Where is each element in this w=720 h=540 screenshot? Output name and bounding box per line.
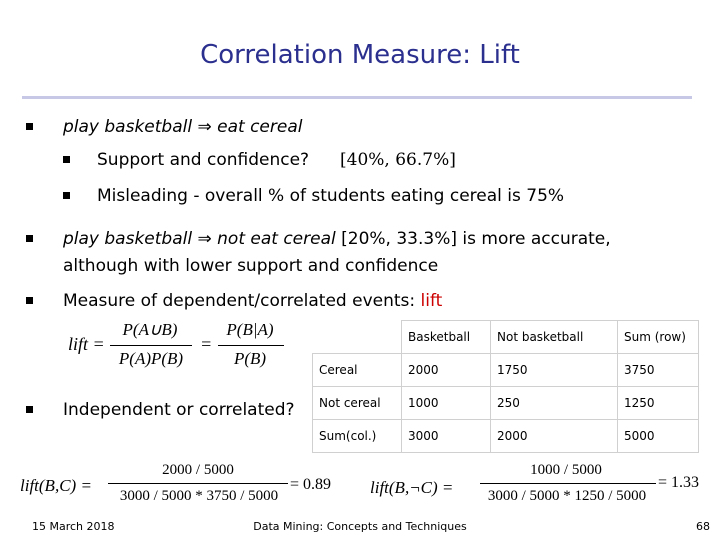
lift-bc-result: = 0.89 <box>290 476 332 493</box>
lift-formula-num1: P(A∪B) <box>122 320 178 339</box>
sub-bullet-marker <box>63 156 70 163</box>
not-eat-cereal-rule: play basketball ⇒ not eat cereal <box>63 229 336 249</box>
lift-bc-lhs: lift(B,C) = <box>20 476 92 495</box>
contingency-table <box>312 320 699 453</box>
lift-bc-den: 3000 / 5000 * 3750 / 5000 <box>119 488 279 504</box>
table-cell: 2000 <box>402 354 491 387</box>
lift-formula-num2: P(B|A) <box>226 320 274 339</box>
table-cell: 1000 <box>402 387 491 420</box>
bullet-misleading: Misleading - overall % of students eating cereal is 75% <box>97 186 565 206</box>
not-eat-cereal-values: [20%, 33.3%] is more accurate, <box>335 229 611 249</box>
fraction-bar <box>108 483 288 484</box>
bullet-not-eat-cereal <box>63 229 611 249</box>
table-cell: 1750 <box>491 354 618 387</box>
support-confidence-values: [40%, 66.7%] <box>340 150 456 170</box>
table-cell: 2000 <box>491 420 618 453</box>
lift-formula-lhs: lift = <box>68 334 105 354</box>
bullet-marker <box>26 297 33 304</box>
bullet-independent-correlated: Independent or correlated? <box>63 400 295 420</box>
table-corner-cell <box>313 321 402 354</box>
table-cell: 1250 <box>618 387 699 420</box>
bullet-marker <box>26 406 33 413</box>
table-cell: 250 <box>491 387 618 420</box>
footer-course: Data Mining: Concepts and Techniques <box>253 520 467 533</box>
lift-bc-num: 2000 / 5000 <box>162 462 234 478</box>
title-divider <box>22 96 692 99</box>
fraction-bar <box>480 483 656 484</box>
table-row <box>313 387 699 420</box>
table-row <box>313 354 699 387</box>
table-cell: 3000 <box>402 420 491 453</box>
bullet-marker <box>26 123 33 130</box>
table-header-cell: Sum (row) <box>618 321 699 354</box>
table-cell: 5000 <box>618 420 699 453</box>
slide-title: Correlation Measure: Lift <box>200 40 520 70</box>
lift-keyword: lift <box>420 291 443 311</box>
table-header-row <box>313 321 699 354</box>
table-row <box>313 420 699 453</box>
fraction-bar <box>218 345 284 346</box>
lift-bnotc-num: 1000 / 5000 <box>530 462 602 478</box>
bullet-marker <box>26 235 33 242</box>
bullet-play-basketball-eat-cereal: play basketball ⇒ eat cereal <box>63 117 303 137</box>
lift-bnotc-lhs: lift(B,¬C) = <box>370 478 454 497</box>
lift-formula-den1: P(A)P(B) <box>118 349 184 368</box>
bullet-support-confidence: Support and confidence? <box>97 150 310 170</box>
table-header-cell: Not basketball <box>491 321 618 354</box>
sub-bullet-marker <box>63 192 70 199</box>
bullet-measure-lift <box>63 291 442 311</box>
bullet-not-eat-cereal-continued: although with lower support and confidence <box>63 256 439 276</box>
fraction-bar <box>110 345 192 346</box>
table-row-label: Cereal <box>313 354 402 387</box>
lift-formula-den2: P(B) <box>233 349 267 368</box>
lift-bnotc-den: 3000 / 5000 * 1250 / 5000 <box>487 488 647 504</box>
footer-date: 15 March 2018 <box>32 520 115 533</box>
table-row-label: Not cereal <box>313 387 402 420</box>
table-header-cell: Basketball <box>402 321 491 354</box>
footer-page-number: 68 <box>696 520 710 533</box>
lift-bnotc-result: = 1.33 <box>658 474 700 491</box>
lift-formula-equals: = <box>200 334 213 354</box>
table-cell: 3750 <box>618 354 699 387</box>
table-row-label: Sum(col.) <box>313 420 402 453</box>
measure-lift-text: Measure of dependent/correlated events: <box>63 291 421 311</box>
